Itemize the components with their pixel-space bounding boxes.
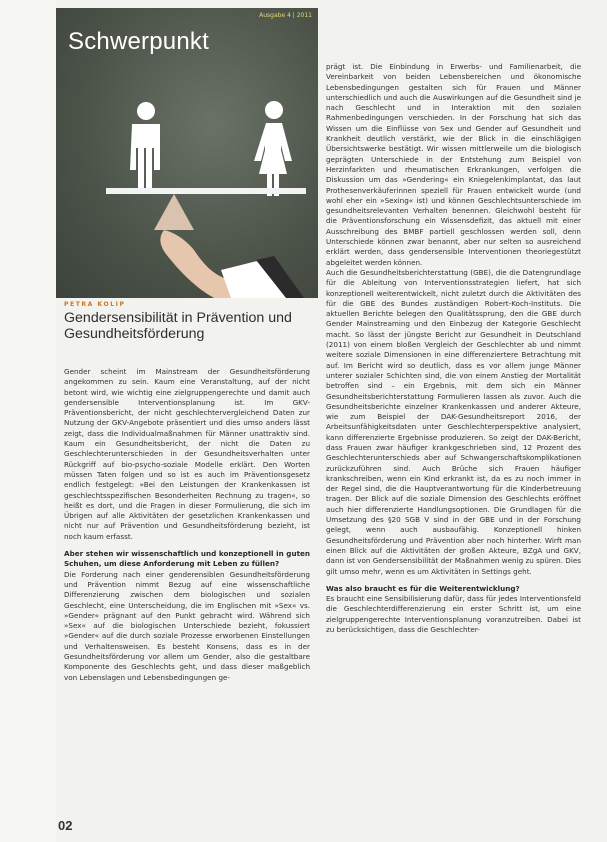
page-number: 02 bbox=[58, 818, 73, 833]
subheading: Was also braucht es für die Weiterentwicklung? bbox=[326, 583, 520, 593]
hero-image bbox=[56, 8, 318, 298]
body-paragraph: prägt ist. Die Einbindung in Erwerbs- und Familienarbeit, die Vereinbarkeit von beiden Lebensbereichen und ökonomische Lebensbedingungen gestalten sich für Frauen und Männer unterschiedlich und auch die Auswirkungen auf die Gesundheit sind je nach Geschlecht und in Interaktion mit den sozialen Rahmenbedingungen verschieden. In der Forschung hat sich das Wissen um die Einflüsse von Sex und Gender auf Gesundheit und Krankheit deutlich verstärkt, wie der Blick in die einschlägigen Übersichtswerke bestätigt. Wir wissen mittlerweile um die biologisch geprägten Unterschiede in der Entstehung zum Beispiel von Herzinfarkten und rheumatischen Erkrankungen, verfolgen die Diskussion um das »Gendering« ein Kniegelenkimplantat, das laut Prothesenverkäuferinnen speziell für Frauen entwickelt wurde (und wohl eher ein »Sexing« ist) und können Geschlechtsunterschiede im gesundheitsrelevanten Verhalten benennen. Gleichwohl besteht für die Präventionsforschung ein Wissensdefizit, das aktuell mit einer Ausschreibung des BMBF partiell geschlossen werden soll, denn Unterschiede können zwar benannt, aber nur selten so ausreichend erklärt werden, dass gendersensible Interventionen theoriegestützt abgeleitet werden können. bbox=[326, 62, 581, 267]
left-column bbox=[64, 367, 310, 683]
article-author: PETRA KOLIP bbox=[64, 301, 126, 308]
male-figure-icon bbox=[130, 102, 160, 188]
issue-label: Ausgabe 4 | 2011 bbox=[259, 12, 312, 19]
section-title: Schwerpunkt bbox=[68, 28, 209, 55]
article-title: Gendersensibilität in Prävention und Gesundheitsförderung bbox=[64, 310, 292, 342]
hand-icon bbox=[160, 230, 304, 298]
body-paragraph: Die Forderung nach einer genderensiblen Gesundheitsförderung und Prävention nimmt Bezug auf eine wissenschaftliche Differenzierung zwischen dem biologischen und sozialen Geschlecht, eine Unterscheidung, die im Englischen mit »Sex« vs. »Gender« prägnant auf den Punkt gebracht wird. Während sich »Sex« auf die biologischen Unterschiede bezieht, fokussiert »Gender« auf die durch soziale Prozesse erworbenen Einstellungen und Verhaltensweisen. Es besteht Konsens, dass es in der Gesundheitsförderung vor allem um Gender, also die gestaltbare Komponente des Geschlechts geht, und dass dieser maßgeblich von Lebenslagen und Lebensbedingungen ge- bbox=[64, 569, 310, 682]
body-paragraph: Es braucht eine Sensibilisierung dafür, dass für jedes Interventionsfeld die Geschlechterdifferenzierung ein erster Schritt ist, um eine zielgruppengerechte Interventionsplanung voranzutreiben. Dabei ist zu berücksichtigen, dass die Geschlechter- bbox=[326, 594, 581, 635]
female-figure-icon bbox=[254, 101, 292, 196]
balance-plank bbox=[106, 188, 306, 194]
balance-seesaw-icon bbox=[154, 194, 194, 230]
subheading: Aber stehen wir wissenschaftlich und konzeptionell in guten Schuhen, um diese Anforderung mit Leben zu füllen? bbox=[64, 549, 310, 569]
body-paragraph: Auch die Gesundheitsberichterstattung (GBE), die die Datengrundlage für die Ableitung von Interventionsstrategien liefert, hat sich konzeptionell weiterentwickelt, nicht zuletzt durch die Aktivitäten des für die GBE des Bundes zuständigen Robert-Koch-Instituts. Die aktuellen Berichte belegen den Qualitätssprung, den die GBE durch Gender Mainstreaming und den Einbezug der Kategorie Geschlecht macht. So lässt der jüngste Bericht zur Gesundheit in Deutschland (2011) von einem bloßen Vergleich der Geschlechter ab und nimmt weitere soziale Dimensionen in eine differenziertere Betrachtung mit auf. Im Bericht wird so deutlich, dass es vor allem junge Männer unterer sozialer Schichten sind, die von einem Anstieg der Mortalität betroffen sind – ein Ergebnis, mit dem sich ein Männer Gesundheitsberichterstattung Formulieren lassen als zuvor. Auch die Gesundheitsberichte einzelner Krankenkassen und anderer Akteure, wie zum Beispiel der DAK-Gesundheitsreport 2016, der Arbeitsunfähigkeitsdaten unter Geschlechterperspektive analysiert, kann differenzierte Ergebnisse produzieren. So zeigt der DAK-Bericht, dass Frauen zwar häufiger krankgeschrieben sind, 12 Prozent des Geschlechterunterschieds aber auf Schwangerschaftskomplikationen zurückzuführen sind. Auch Brüche sich Frauen häufiger krankschreiben, wenn ein Kind erkrankt ist, da es zu noch immer in der Regel sind, die die Hauptverantwortung für die Kinderbetreuung tragen. Der Blick auf die soziale Dimension des Geschlechts eröffnet auch hier differenzierte Handlungsoptionen. Die Grundlagen für die Umsetzung des §20 SGB V sind in der GBE und in der Forschung gelegt, wenn auch ausbaufähig. Konzeptionell hinken Gesundheitsförderung und Prävention aber noch hinterher. Wirft man einen Blick auf die Aktivitäten der großen Akteure, BZgA und GKV, dann ist von Gendersensibilität der Maßnahmen wenig zu spüren. Dies gilt umso mehr, wenn es um Aktivitäten in Settings geht. bbox=[326, 267, 581, 576]
body-paragraph: Gender scheint im Mainstream der Gesundheitsförderung angekommen zu sein. Kaum eine Veranstaltung, auf der nicht betont wird, wie wichtig eine zielgruppengerechte und damit auch gendersensible Interventionsplanung ist. Im GKV-Präventionsbericht, der nicht geschlechtervergleichend Daten zur Nutzung der GKV-Angebote präsentiert und dies umso anders lässt zeigt, dass die Individualmaßnahmen für Männer unattraktiv sind. Kaum ein Gesundheitsbericht, der nicht die Daten zu Geschlechterunterschieden in der Gesundheitsverhalten unter Rückgriff auf bio-psycho-soziale Modelle erklärt. Den Worten müssen Taten folgen und so ist es auch im Präventionsgesetz endlich festgelegt: »Bei den Leistungen der Krankenkassen ist geschlechtsspezifischen Besonderheiten Rechnung zu tragen«, so heißt es dort, und die Fragen in dieser Formulierung, die sich im Übrigen auf alle Aktivitäten der gesetzlichen Krankenkassen und nicht nur auf Prävention und Gesundheitsförderung bezieht, ist noch kaum erfasst. bbox=[64, 367, 310, 541]
right-column bbox=[326, 62, 581, 635]
page-margin bbox=[0, 0, 56, 842]
